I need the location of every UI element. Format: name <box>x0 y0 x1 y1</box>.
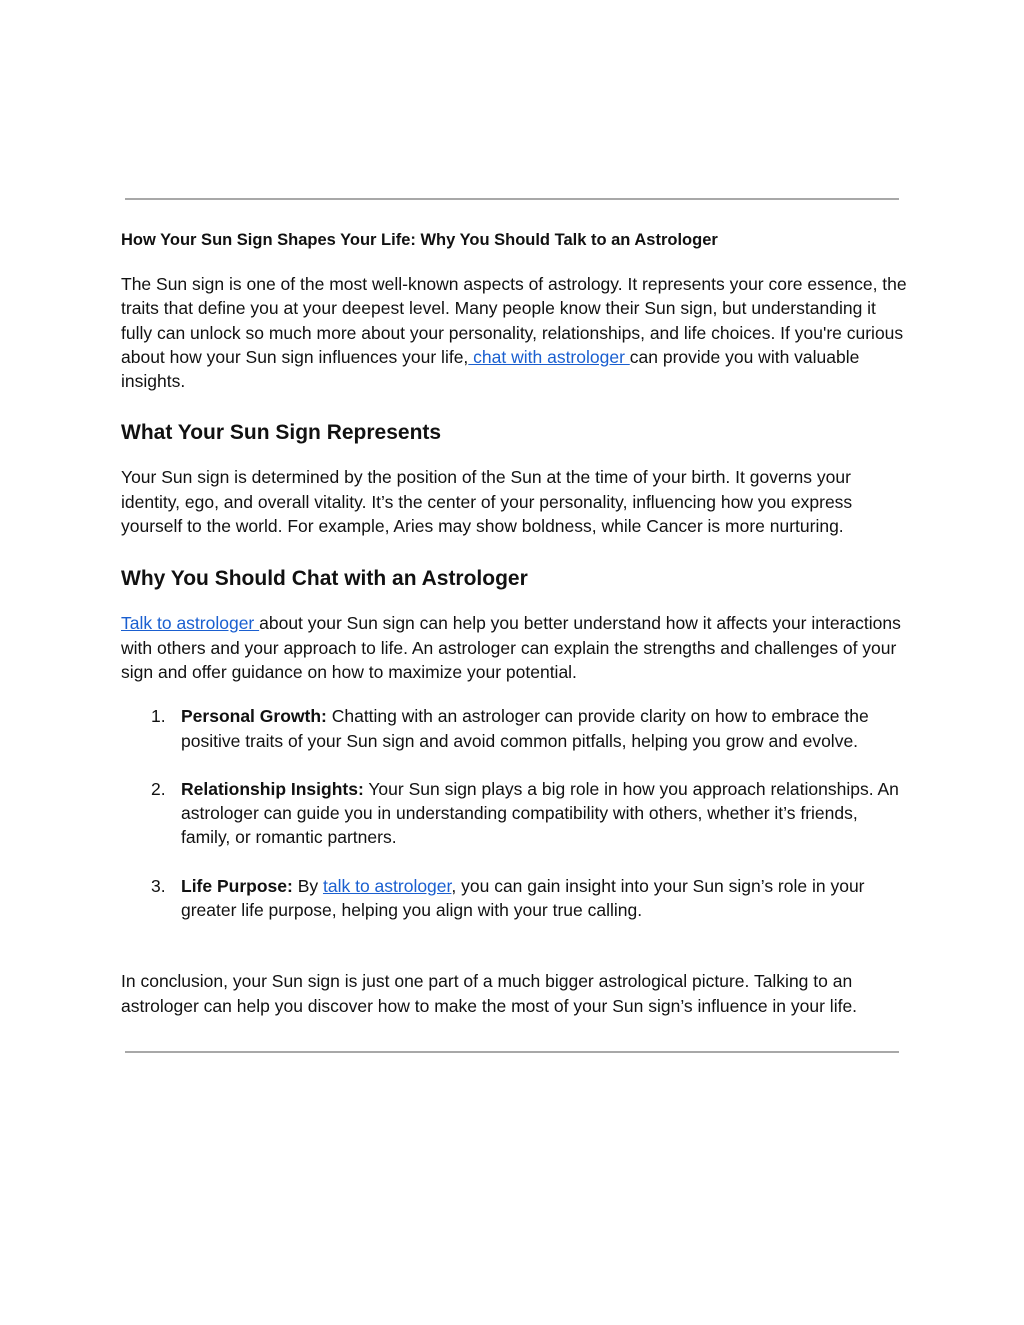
list-item-label: Personal Growth: <box>181 706 327 727</box>
section-paragraph-sun-sign: Your Sun sign is determined by the position of the Sun at the time of your birth. It governs your identity, ego, and overall vitality. It’s the center of your personality, influencing how you express yourself to the world. For example, Aries may show boldness, while Cancer is more nurturing. <box>121 467 853 537</box>
intro-text-end: can provide you with valuable insights. <box>121 346 860 392</box>
document-body <box>121 228 911 1018</box>
list-item-label: Life Purpose: <box>181 875 293 896</box>
top-divider <box>125 198 899 200</box>
list-number: 3. <box>151 875 166 896</box>
intro-text: The Sun sign is one of the most well-known aspects of astrology. It represents your core essence, the traits that define you at your deepest level. Many people know their Sun sign, but understanding it fully can unlock so much more about your personality, relationships, and life choices. If you're curious about how your Sun sign influences your life, <box>121 274 907 367</box>
list-item-text: By <box>292 875 323 896</box>
list-number: 1. <box>151 706 166 727</box>
section-paragraph-chat <box>121 611 911 684</box>
conclusion-paragraph: In conclusion, your Sun sign is just one part of a much bigger astrological picture. Talking to an astrologer can help you discover how to make the most of your Sun sign’s influence in your life. <box>121 971 858 1016</box>
list-item-text-end: , you can gain insight into your Sun sign’s role in your greater life purpose, helping you align with your true calling. <box>181 875 865 921</box>
benefits-list <box>121 704 911 922</box>
document-title: How Your Sun Sign Shapes Your Life: Why You Should Talk to an Astrologer <box>121 231 718 249</box>
talk-to-astrologer-link[interactable]: Talk to astrologer <box>121 613 260 634</box>
intro-paragraph <box>121 272 911 393</box>
list-item-label: Relationship Insights: <box>181 778 364 799</box>
list-item <box>121 874 911 923</box>
list-number: 2. <box>151 778 166 799</box>
bottom-divider <box>125 1051 899 1053</box>
talk-to-astrologer-inline-link[interactable]: talk to astrologer <box>322 875 452 896</box>
chat-with-astrologer-link[interactable]: chat with astrologer <box>468 346 630 367</box>
section-heading-sun-sign: What Your Sun Sign Represents <box>121 421 442 445</box>
list-item-text: Chatting with an astrologer can provide clarity on how to embrace the positive traits of your Sun sign and avoid common pitfalls, helping you grow and evolve. <box>181 706 869 751</box>
section-heading-chat: Why You Should Chat with an Astrologer <box>121 567 528 591</box>
list-item <box>121 777 911 850</box>
list-item <box>121 704 911 753</box>
section-chat-text: about your Sun sign can help you better understand how it affects your interactions with others and your approach to life. An astrologer can explain the strengths and challenges of your sign and offer guidance on how to maximize your potential. <box>121 613 901 682</box>
list-item-text: Your Sun sign plays a big role in how you approach relationships. An astrologer can guide you in understanding compatibility with others, whether it’s friends, family, or romantic partners. <box>181 778 899 848</box>
